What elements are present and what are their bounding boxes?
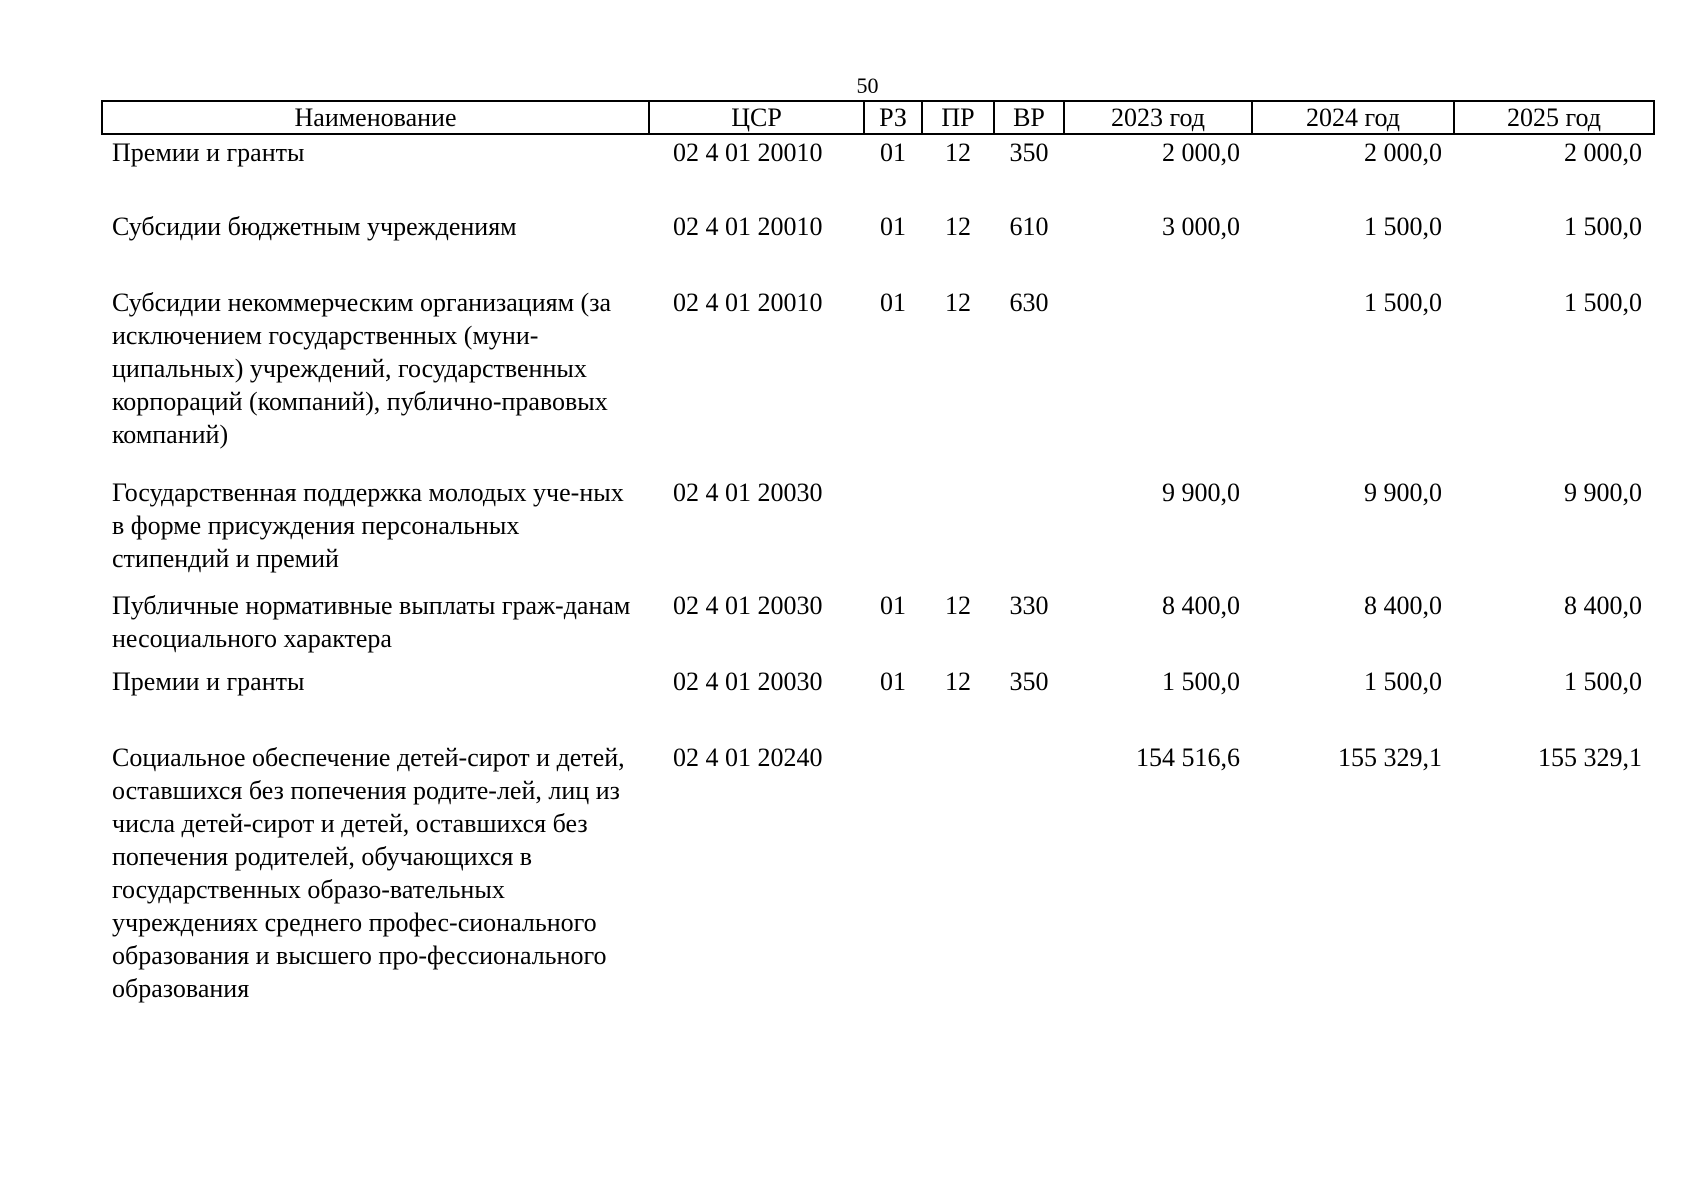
row-pr: [922, 476, 994, 589]
header-name: Наименование: [102, 101, 649, 134]
row-pr: 12: [945, 591, 971, 620]
header-rz: РЗ: [864, 101, 922, 134]
row-pr: 12: [945, 212, 971, 241]
row-2025: 8 400,0: [1564, 591, 1642, 620]
row-rz: 01: [880, 288, 906, 317]
row-2025: 1 500,0: [1564, 212, 1642, 241]
table-row: [102, 476, 1654, 589]
row-pr: 12: [945, 667, 971, 696]
row-2024: 2 000,0: [1364, 138, 1442, 167]
row-pr: 12: [945, 288, 971, 317]
row-2023: [1064, 286, 1252, 476]
row-rz: 01: [880, 138, 906, 167]
row-2024: 9 900,0: [1364, 478, 1442, 507]
row-2023: 3 000,0: [1162, 212, 1240, 241]
table-header-row: [102, 101, 1654, 134]
row-csr: 02 4 01 20240: [673, 743, 823, 772]
row-rz: [864, 476, 922, 589]
row-vr: 350: [1009, 667, 1049, 696]
row-rz: 01: [880, 667, 906, 696]
row-name: Государственная поддержка молодых уче-ных в форме присуждения персональных стипендий и премий: [112, 478, 624, 573]
header-2024: 2024 год: [1252, 101, 1454, 134]
row-2023: 8 400,0: [1162, 591, 1240, 620]
row-2023: 2 000,0: [1162, 138, 1240, 167]
row-vr: [994, 476, 1064, 589]
row-csr: 02 4 01 20010: [673, 288, 823, 317]
row-2023: 154 516,6: [1136, 743, 1240, 772]
row-2024: 8 400,0: [1364, 591, 1442, 620]
row-csr: 02 4 01 20010: [673, 212, 823, 241]
row-2024: 1 500,0: [1364, 667, 1442, 696]
row-csr: 02 4 01 20010: [673, 138, 823, 167]
header-vr: ВР: [994, 101, 1064, 134]
row-rz: 01: [880, 212, 906, 241]
row-2024: 1 500,0: [1364, 288, 1442, 317]
row-name: Премии и гранты: [112, 138, 305, 167]
row-name: Премии и гранты: [112, 667, 305, 696]
header-pr: ПР: [922, 101, 994, 134]
row-2025: 155 329,1: [1538, 743, 1642, 772]
row-csr: 02 4 01 20030: [673, 478, 823, 507]
row-csr: 02 4 01 20030: [673, 591, 823, 620]
table-row: [102, 589, 1654, 665]
row-2023: 1 500,0: [1162, 667, 1240, 696]
table-row: [102, 741, 1654, 1005]
header-2025: 2025 год: [1454, 101, 1654, 134]
row-pr: 12: [945, 138, 971, 167]
table-row: [102, 134, 1654, 210]
table-row: [102, 286, 1654, 476]
row-vr: 350: [1009, 138, 1049, 167]
row-name: Публичные нормативные выплаты граж-данам несоциального характера: [112, 591, 631, 653]
header-csr: ЦСР: [649, 101, 864, 134]
row-rz: [864, 741, 922, 1005]
row-vr: 610: [1009, 212, 1049, 241]
table-row: [102, 665, 1654, 741]
row-2023: 9 900,0: [1162, 478, 1240, 507]
page-number: 50: [856, 73, 879, 98]
row-2025: 9 900,0: [1564, 478, 1642, 507]
row-name: Социальное обеспечение детей-сирот и детей, оставшихся без попечения родите-лей, лиц из числа детей-сирот и детей, оставшихся без попечения родителей, обучающихся в государственных образо-вательных учреждениях среднего профес-сионального образования и высшего про-фессионального образования: [112, 743, 625, 1003]
row-name: Субсидии бюджетным учреждениям: [112, 212, 517, 241]
row-2024: 155 329,1: [1338, 743, 1442, 772]
row-csr: 02 4 01 20030: [673, 667, 823, 696]
header-2023: 2023 год: [1064, 101, 1252, 134]
row-pr: [922, 741, 994, 1005]
row-vr: 330: [1009, 591, 1049, 620]
budget-table: [101, 100, 1655, 1005]
row-rz: 01: [880, 591, 906, 620]
row-vr: [994, 741, 1064, 1005]
row-2025: 2 000,0: [1564, 138, 1642, 167]
table-row: [102, 210, 1654, 286]
row-2025: 1 500,0: [1564, 288, 1642, 317]
row-name: Субсидии некоммерческим организациям (за исключением государственных (муни-ципальных) учреждений, государственных корпораций (компаний), публично-правовых компаний): [112, 288, 612, 449]
row-2025: 1 500,0: [1564, 667, 1642, 696]
row-2024: 1 500,0: [1364, 212, 1442, 241]
row-vr: 630: [1009, 288, 1049, 317]
